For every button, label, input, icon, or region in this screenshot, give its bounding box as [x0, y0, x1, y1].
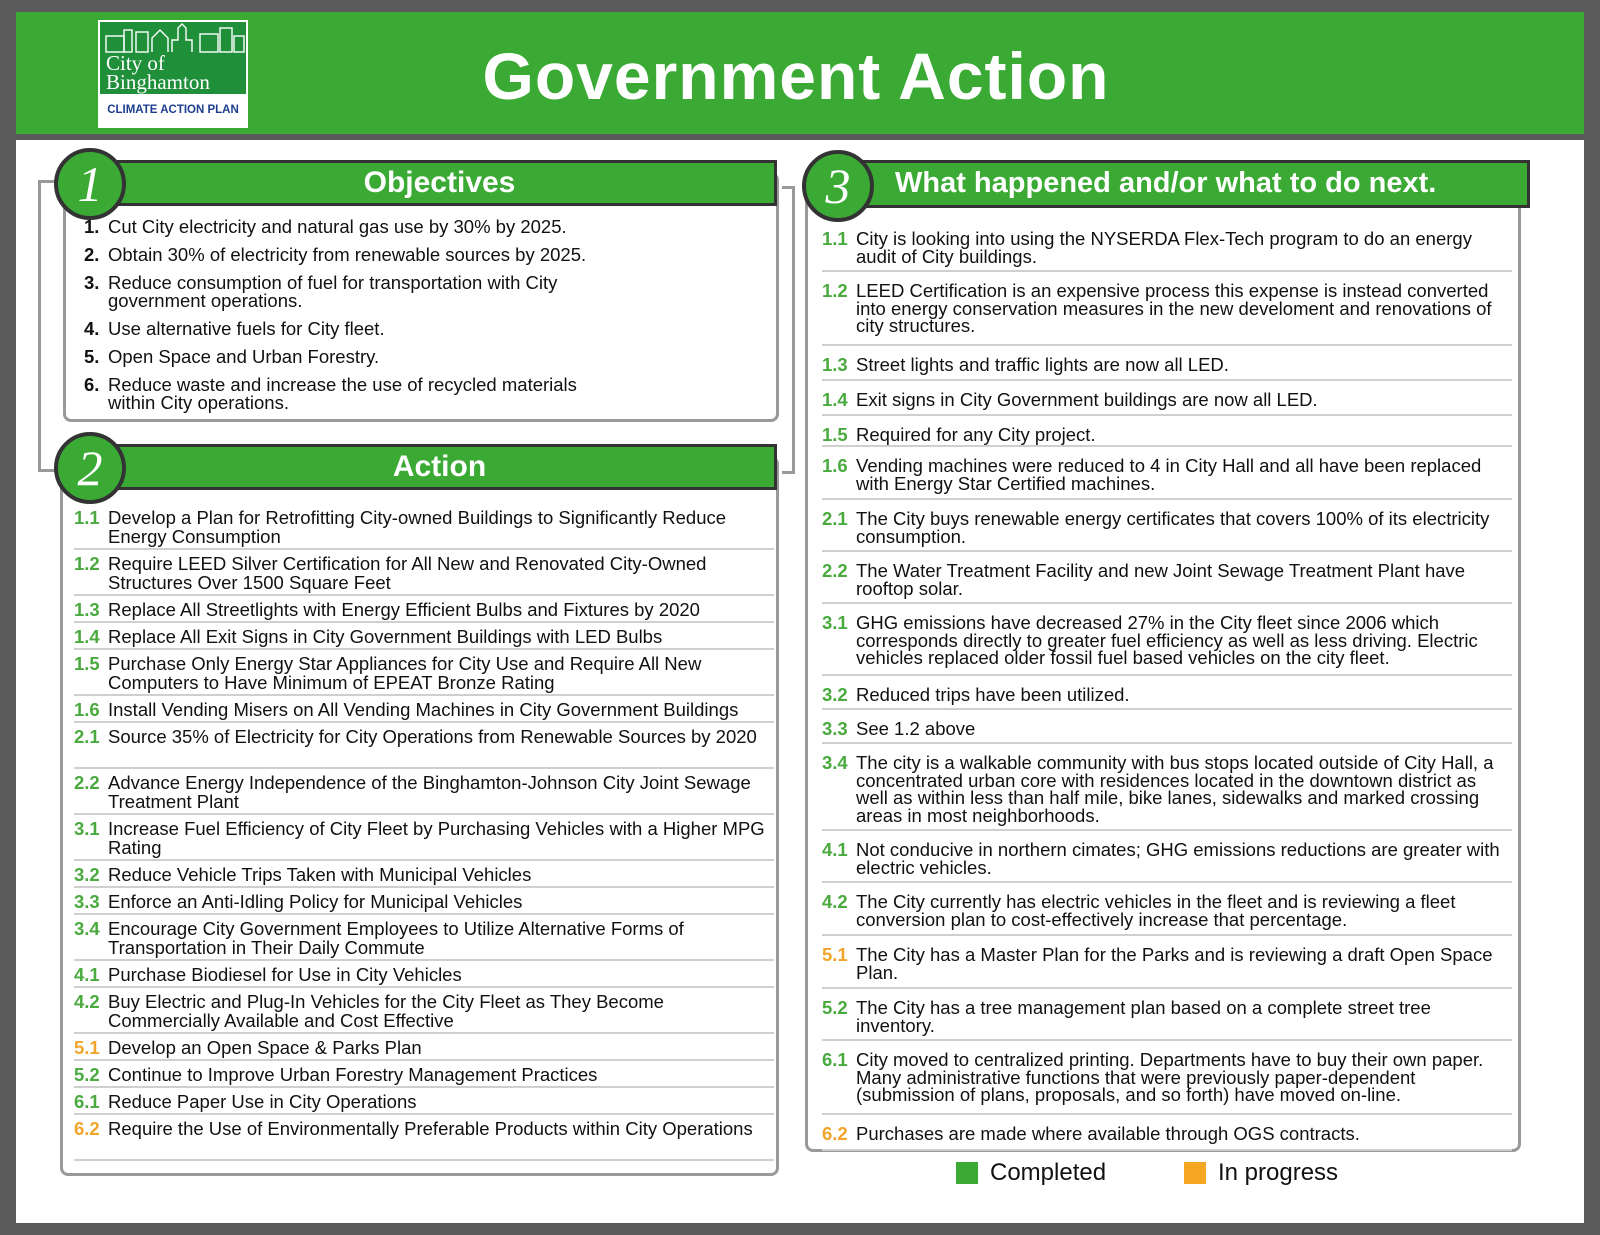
section-number-1: 1 — [54, 148, 126, 220]
action-item-1-4 — [74, 623, 774, 650]
action-item-5-2 — [74, 1061, 774, 1088]
objective-item: 6. Reduce waste and increase the use of recycled materials within City operations. — [84, 374, 577, 413]
action-text: Purchase Only Energy Star Appliances for City Use and Require All New Computers to Have Minimum of EPEAT Bronze Rating — [108, 653, 702, 693]
action-code: 3.4 — [74, 918, 100, 939]
next-item-2-1 — [822, 500, 1512, 552]
next-text: City moved to centralized printing. Departments have to buy their own paper. Many administrative functions that were previously paper-dependent (submission of plans, proposals, and so forth) have moved on-line. — [856, 1049, 1484, 1105]
action-code: 1.2 — [74, 553, 100, 574]
legend-in-progress-label: In progress — [1218, 1159, 1339, 1186]
next-item-1-1 — [822, 220, 1512, 272]
action-item-1-2 — [74, 550, 774, 596]
next-code: 5.2 — [822, 997, 848, 1018]
action-text: Increase Fuel Efficiency of City Fleet by Purchasing Vehicles with a Higher MPG Rating — [108, 818, 765, 858]
next-text: Street lights and traffic lights are now all LED. — [856, 354, 1229, 375]
action-code: 1.5 — [74, 653, 100, 674]
action-code: 1.4 — [74, 626, 100, 647]
action-text: Replace All Exit Signs in City Government Buildings with LED Bulbs — [108, 626, 663, 647]
next-text: Exit signs in City Government buildings are now all LED. — [856, 389, 1318, 410]
city-logo — [98, 20, 248, 128]
next-code: 3.1 — [822, 612, 848, 633]
legend-completed-swatch — [956, 1162, 978, 1184]
action-code: 1.3 — [74, 599, 100, 620]
section-number-2: 2 — [54, 432, 126, 504]
action-text: Develop an Open Space & Parks Plan — [108, 1037, 422, 1058]
action-text: Replace All Streetlights with Energy Efficient Bulbs and Fixtures by 2020 — [108, 599, 700, 620]
next-text: GHG emissions have decreased 27% in the City fleet since 2006 which corresponds directly to greater fuel efficiency as well as less driving. Electric vehicles replaced older fossil fuel based vehicles on the city fleet. — [856, 612, 1478, 668]
next-text: Reduced trips have been utilized. — [856, 684, 1130, 705]
legend-completed-label: Completed — [990, 1159, 1107, 1186]
next-text: Not conducive in northern cimates; GHG emissions reductions are greater with electric vehicles. — [856, 839, 1500, 878]
next-text: Vending machines were reduced to 4 in City Hall and all have been replaced with Energy Star Certified machines. — [856, 455, 1482, 494]
action-code: 1.6 — [74, 699, 100, 720]
next-item-3-3 — [822, 710, 1512, 744]
next-text: LEED Certification is an expensive process this expense is instead converted into energy conservation measures in the new develoment and renovations of city structures. — [856, 280, 1492, 336]
next-text: Purchases are made where available through OGS contracts. — [856, 1123, 1360, 1144]
page — [16, 12, 1584, 1223]
next-item-4-1 — [822, 831, 1512, 883]
next-item-1-6 — [822, 447, 1512, 500]
logo-line-1: City of — [106, 51, 165, 75]
action-item-3-3 — [74, 888, 774, 915]
next-item-1-2 — [822, 272, 1512, 346]
action-text: Continue to Improve Urban Forestry Management Practices — [108, 1064, 598, 1085]
page-title: Government Action — [482, 39, 1110, 113]
next-item-3-4 — [822, 744, 1512, 831]
next-code: 1.3 — [822, 354, 848, 375]
action-text: Purchase Biodiesel for Use in City Vehicles — [108, 964, 462, 985]
next-code: 5.1 — [822, 944, 848, 965]
action-code: 6.1 — [74, 1091, 100, 1112]
next-code: 1.1 — [822, 228, 848, 249]
action-text: Encourage City Government Employees to Utilize Alternative Forms of Transportation in Their Daily Commute — [108, 918, 684, 958]
action-list — [74, 504, 774, 1161]
action-code: 1.1 — [74, 507, 100, 528]
action-code: 3.1 — [74, 818, 100, 839]
action-item-4-1 — [74, 961, 774, 988]
next-code: 6.1 — [822, 1049, 848, 1070]
action-item-2-1 — [74, 723, 774, 769]
action-text: Buy Electric and Plug-In Vehicles for the City Fleet as They Become Commercially Available and Cost Effective — [108, 991, 664, 1031]
objectives-list — [84, 218, 784, 422]
next-code: 3.4 — [822, 752, 848, 773]
action-item-1-1 — [74, 504, 774, 550]
next-header: What happened and/or what to do next. — [856, 160, 1530, 208]
action-text: Require LEED Silver Certification for All New and Renovated City-Owned Structures Over 1500 Square Feet — [108, 553, 707, 593]
objective-item: 3. Reduce consumption of fuel for transportation with City government operations. — [84, 272, 558, 311]
next-code: 2.2 — [822, 560, 848, 581]
action-item-3-1 — [74, 815, 774, 861]
next-text: The City buys renewable energy certificates that covers 100% of its electricity consumption. — [856, 508, 1490, 547]
next-text: The City has a Master Plan for the Parks and is reviewing a draft Open Space Plan. — [856, 944, 1493, 983]
action-text: Reduce Vehicle Trips Taken with Municipal Vehicles — [108, 864, 532, 885]
next-code: 6.2 — [822, 1123, 848, 1144]
action-code: 2.2 — [74, 772, 100, 793]
action-item-6-2 — [74, 1115, 774, 1161]
logo-line-2: Binghamton — [106, 70, 210, 94]
action-code: 3.3 — [74, 891, 100, 912]
next-text: The City has a tree management plan based on a complete street tree inventory. — [856, 997, 1431, 1036]
logo-tagline: CLIMATE ACTION PLAN — [107, 104, 239, 116]
header-banner — [16, 12, 1584, 140]
action-text: Enforce an Anti-Idling Policy for Municipal Vehicles — [108, 891, 523, 912]
action-item-3-4 — [74, 915, 774, 961]
next-text: The city is a walkable community with bus stops located outside of City Hall, a concentrated urban core with residences located in the downtown district as well as within less than half mile, bike lanes, sidewalks and marked crossing areas in most neighborhoods. — [856, 752, 1494, 826]
skyline-graphic — [100, 22, 246, 94]
next-code: 1.4 — [822, 389, 848, 410]
next-item-3-2 — [822, 676, 1512, 710]
legend-in-progress-swatch — [1184, 1162, 1206, 1184]
next-text: See 1.2 above — [856, 718, 976, 739]
next-item-1-3 — [822, 346, 1512, 381]
action-item-6-1 — [74, 1088, 774, 1115]
next-item-4-2 — [822, 883, 1512, 936]
action-code: 5.2 — [74, 1064, 100, 1085]
next-item-5-2 — [822, 989, 1512, 1041]
next-code: 1.5 — [822, 424, 848, 445]
action-code: 5.1 — [74, 1037, 100, 1058]
next-code: 4.2 — [822, 891, 848, 912]
objective-item: 4. Use alternative fuels for City fleet. — [84, 318, 385, 339]
section-number-3: 3 — [802, 150, 874, 222]
next-text: Required for any City project. — [856, 424, 1096, 445]
action-text: Install Vending Misers on All Vending Machines in City Government Buildings — [108, 699, 739, 720]
next-item-1-5 — [822, 416, 1512, 447]
next-code: 3.2 — [822, 684, 848, 705]
next-code: 1.2 — [822, 280, 848, 301]
next-item-1-4 — [822, 381, 1512, 416]
action-item-5-1 — [74, 1034, 774, 1061]
action-code: 2.1 — [74, 726, 100, 747]
action-item-1-5 — [74, 650, 774, 696]
next-item-3-1 — [822, 604, 1512, 676]
objective-item: 5. Open Space and Urban Forestry. — [84, 346, 380, 367]
action-code: 3.2 — [74, 864, 100, 885]
action-text: Require the Use of Environmentally Preferable Products within City Operations — [108, 1118, 753, 1139]
next-item-2-2 — [822, 552, 1512, 604]
action-text: Reduce Paper Use in City Operations — [108, 1091, 417, 1112]
next-item-6-2 — [822, 1115, 1512, 1151]
action-text: Source 35% of Electricity for City Operations from Renewable Sources by 2020 — [108, 726, 757, 747]
action-item-1-3 — [74, 596, 774, 623]
action-text: Advance Energy Independence of the Binghamton-Johnson City Joint Sewage Treatment Plant — [108, 772, 751, 812]
next-item-5-1 — [822, 936, 1512, 989]
next-item-6-1 — [822, 1041, 1512, 1115]
action-item-4-2 — [74, 988, 774, 1034]
objectives-header: Objectives — [102, 160, 777, 206]
next-text: The City currently has electric vehicles in the fleet and is reviewing a fleet conversion plan to cost-effectively increase that percentage. — [856, 891, 1456, 930]
action-code: 6.2 — [74, 1118, 100, 1139]
objective-item: 2. Obtain 30% of electricity from renewable sources by 2025. — [84, 244, 587, 265]
action-item-2-2 — [74, 769, 774, 815]
next-text: City is looking into using the NYSERDA Flex-Tech program to do an energy audit of City buildings. — [856, 228, 1472, 267]
action-item-3-2 — [74, 861, 774, 888]
next-list — [822, 220, 1512, 1151]
action-header: Action — [102, 444, 777, 490]
action-code: 4.1 — [74, 964, 100, 985]
next-text: The Water Treatment Facility and new Joint Sewage Treatment Plant have rooftop solar. — [856, 560, 1466, 599]
next-code: 1.6 — [822, 455, 848, 476]
action-text: Develop a Plan for Retrofitting City-owned Buildings to Significantly Reduce Energy Consumption — [108, 507, 727, 547]
action-item-1-6 — [74, 696, 774, 723]
next-code: 3.3 — [822, 718, 848, 739]
next-code: 4.1 — [822, 839, 848, 860]
action-code: 4.2 — [74, 991, 100, 1012]
next-code: 2.1 — [822, 508, 848, 529]
objective-item: 1. Cut City electricity and natural gas use by 30% by 2025. — [84, 216, 567, 237]
